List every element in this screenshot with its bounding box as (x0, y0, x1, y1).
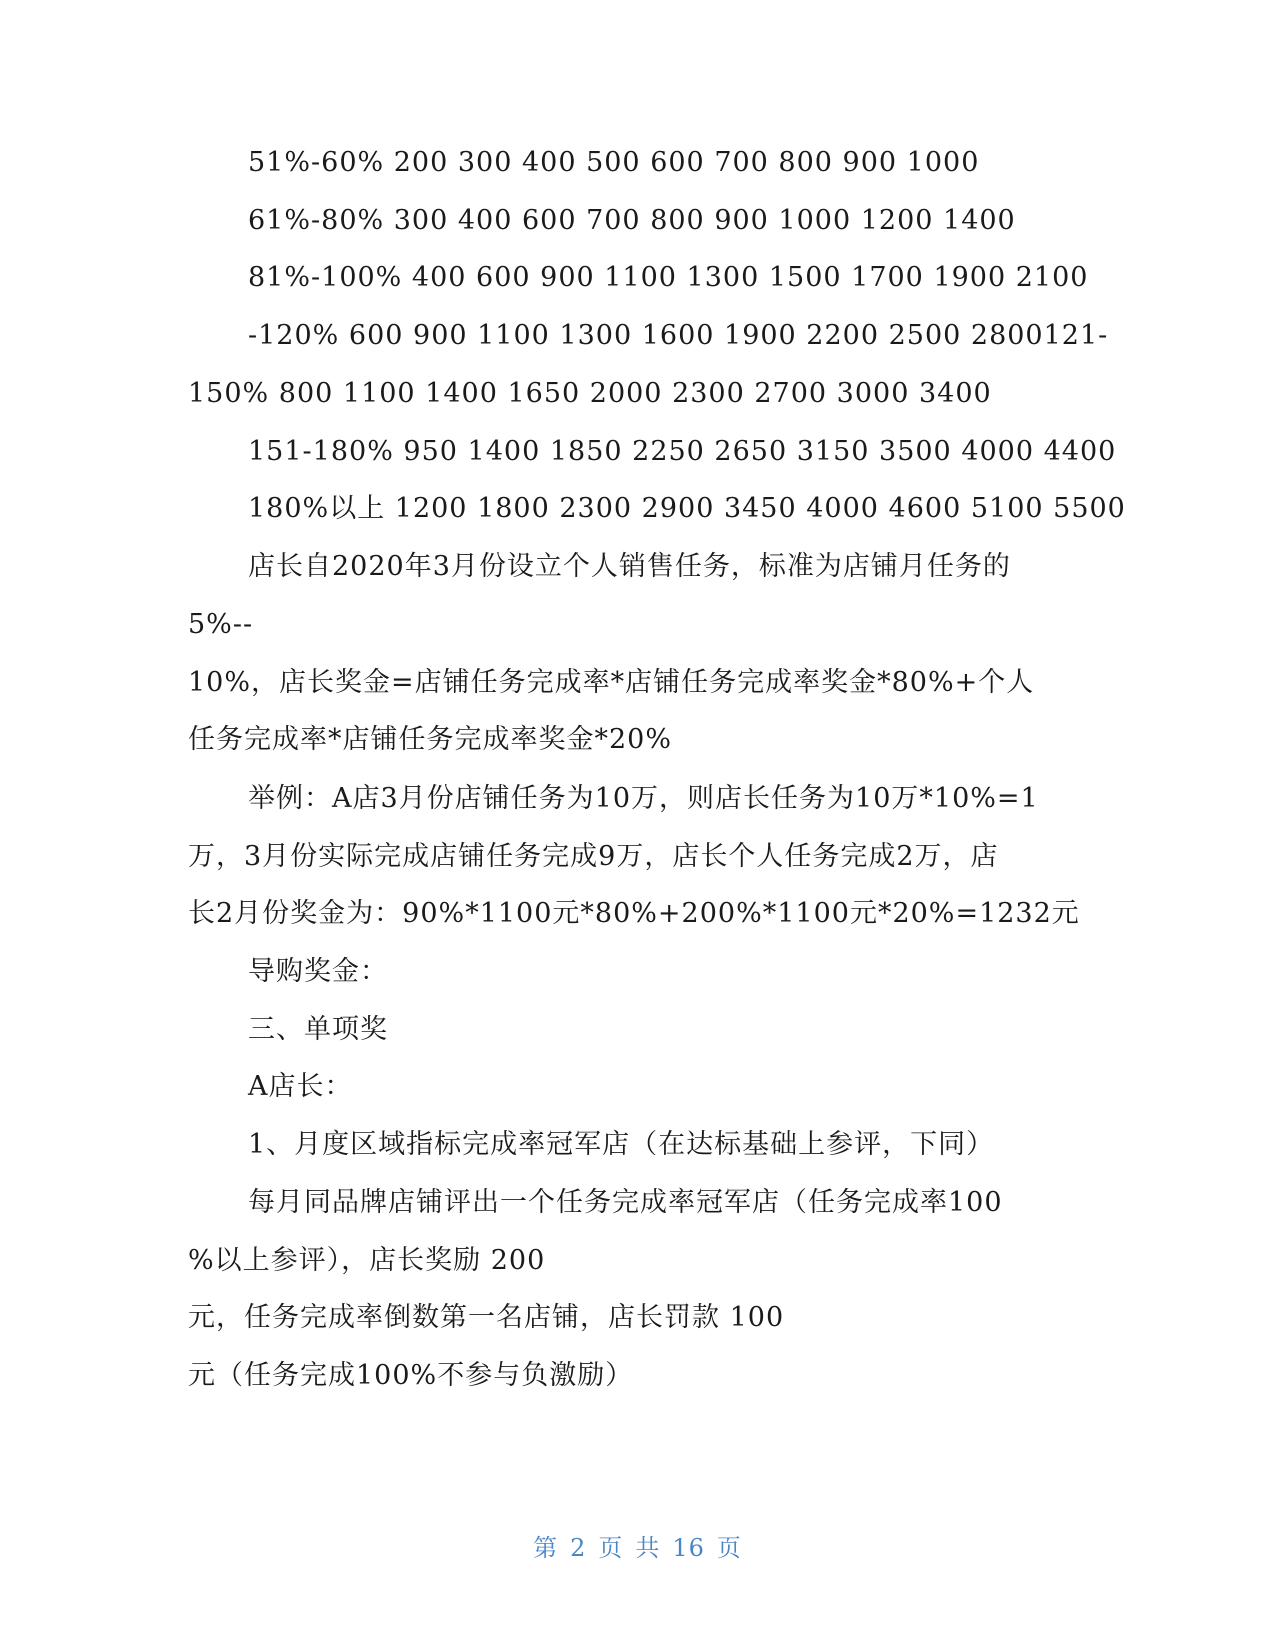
rate-row-151-180: 151-180% 950 1400 1850 2250 2650 3150 3500 4000 4400 (248, 436, 1117, 467)
subsection-heading: A店长： (248, 1071, 353, 1102)
rate-row-61-80: 61%-80% 300 400 600 700 800 900 1000 1200 1400 (248, 205, 1016, 236)
rate-row-180-plus: 180%以上 1200 1800 2300 2900 3450 4000 4600 5100 5500 (248, 493, 1126, 524)
paragraph-line: 万，3月份实际完成店铺任务完成9万，店长个人任务完成2万，店 (188, 841, 999, 872)
rate-row-51-60: 51%-60% 200 300 400 500 600 700 800 900 1000 (248, 147, 980, 178)
footer-prefix: 第 (533, 1534, 559, 1562)
paragraph-line: 元，任务完成率倒数第一名店铺，店长罚款 100 (188, 1302, 785, 1333)
page-footer (0, 1533, 1275, 1563)
footer-total-word: 共 (635, 1534, 661, 1562)
section-heading: 导购奖金： (248, 956, 388, 987)
list-item: 1、月度区域指标完成率冠军店（在达标基础上参评，下同） (248, 1129, 995, 1160)
section-heading: 三、单项奖 (248, 1014, 388, 1045)
paragraph-line: 任务完成率*店铺任务完成率奖金*20% (188, 724, 673, 755)
rate-row-81-100: 81%-100% 400 600 900 1100 1300 1500 1700 1900 2100 (248, 262, 1089, 293)
paragraph-line: 举例：A店3月份店铺任务为10万，则店长任务为10万*10%=1 (248, 783, 1039, 814)
footer-total-pages: 16 (672, 1534, 705, 1562)
paragraph-line: 5%-- (188, 609, 254, 640)
rate-row-101-120: -120% 600 900 1100 1300 1600 1900 2200 2500 2800121- (248, 320, 1109, 351)
rate-row-121-150: 150% 800 1100 1400 1650 2000 2300 2700 3000 3400 (188, 378, 992, 409)
paragraph-line: 长2月份奖金为：90%*1100元*80%+200%*1100元*20%=1232元 (188, 898, 1080, 929)
paragraph-line: 元（任务完成100%不参与负激励） (188, 1360, 634, 1391)
paragraph-line: 每月同品牌店铺评出一个任务完成率冠军店（任务完成率100 (248, 1187, 1003, 1218)
footer-page-word: 页 (598, 1534, 624, 1562)
footer-suffix: 页 (716, 1534, 742, 1562)
paragraph-line: %以上参评），店长奖励 200 (188, 1245, 546, 1276)
paragraph-line: 店长自2020年3月份设立个人销售任务，标准为店铺月任务的 (248, 551, 1011, 582)
paragraph-line: 10%，店长奖金=店铺任务完成率*店铺任务完成率奖金*80%+个人 (188, 667, 1035, 698)
footer-current-page: 2 (570, 1534, 587, 1562)
